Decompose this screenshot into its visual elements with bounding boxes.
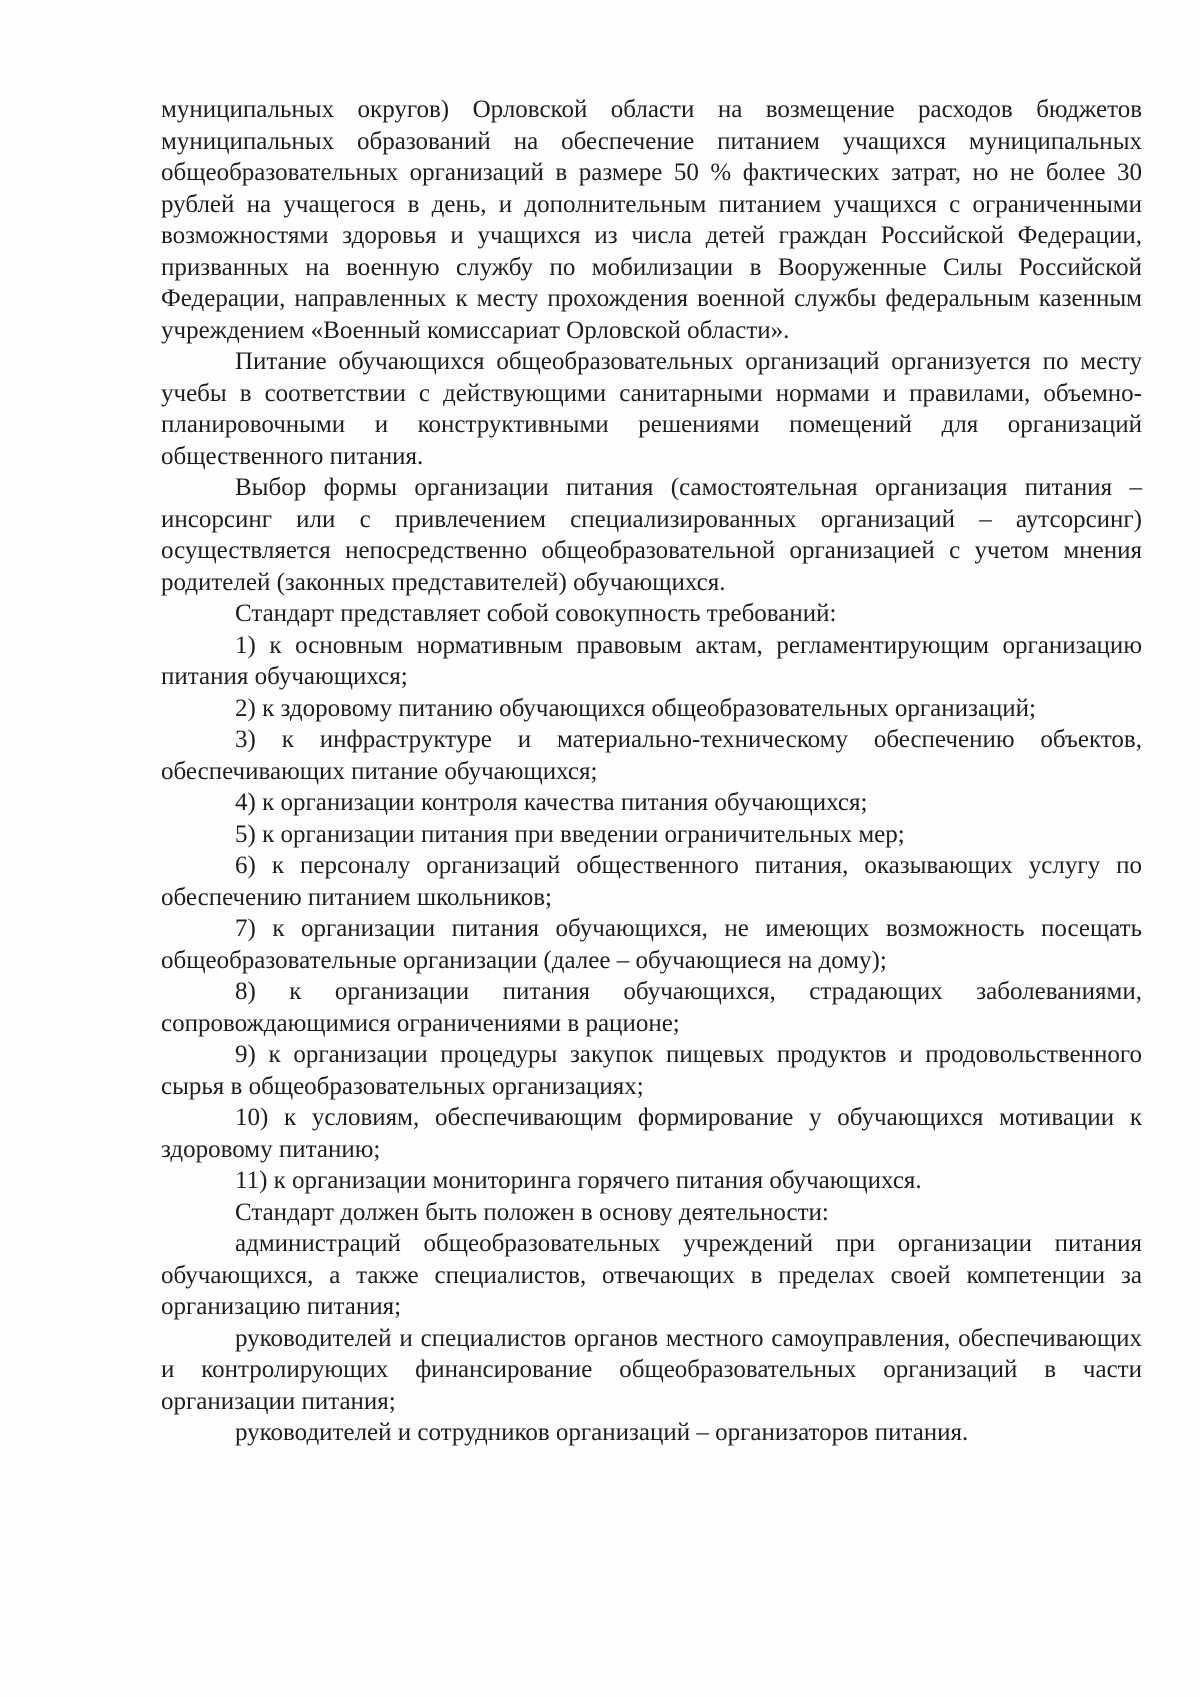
paragraph-standard-basis: Стандарт должен быть положен в основу деятельности: <box>235 1198 829 1226</box>
list-item-7: 7) к организации питания обучающихся, не имеющих возможность посещать общеобразовательные организации (далее – обучающиеся на дому); <box>161 915 1142 974</box>
paragraph-organizers: руководителей и сотрудников организаций – организаторов питания. <box>235 1419 969 1446</box>
paragraph-form-choice: Выбор формы организации питания (самостоятельная организация питания – инсорсинг или с привлечением специализированных организаций – аутсорсинг) осуществляется непосредственно общеобразовательной организацией с учетом мнения родителей (законных представителей) обучающихся. <box>161 474 1142 596</box>
list-item-3: 3) к инфраструктуре и материально-техническому обеспечению объектов, обеспечивающих питание обучающихся; <box>161 726 1142 785</box>
list-item-11: 11) к организации мониторинга горячего питания обучающихся. <box>235 1167 922 1194</box>
paragraph-continuation: муниципальных округов) Орловской области на возмещение расходов бюджетов муниципальных образований на обеспечение питанием учащихся муниципальных общеобразовательных организаций в размере 50 % фактических затрат, но не более 30 рублей на учащегося в день, и дополнительным питанием учащихся с ограниченными возможностями здоровья и учащихся из числа детей граждан Российской Федерации, призванных на военную службу по мобилизации в Вооруженные Силы Российской Федерации, направленных к месту прохождения военной службы федеральным казенным учреждением «Военный комиссариат Орловской области». <box>161 96 1142 344</box>
paragraph-administrations: администраций общеобразовательных учреждений при организации питания обучающихся, а также специалистов, отвечающих в пределах своей компетенции за организацию питания; <box>161 1230 1142 1320</box>
paragraph-nutrition-organization: Питание обучающихся общеобразовательных организаций организуется по месту учебы в соответствии с действующими санитарными нормами и правилами, объемно-планировочными и конструктивными решениями помещений для организаций общественного питания. <box>161 348 1142 470</box>
list-item-6: 6) к персоналу организаций общественного питания, оказывающих услугу по обеспечению питанием школьников; <box>161 852 1142 911</box>
list-item-4: 4) к организации контроля качества питания обучающихся; <box>235 789 868 816</box>
list-item-1: 1) к основным нормативным правовым актам, регламентирующим организацию питания обучающихся; <box>161 631 1142 690</box>
list-item-9: 9) к организации процедуры закупок пищевых продуктов и продовольственного сырья в общеобразовательных организациях; <box>161 1041 1142 1100</box>
list-item-5: 5) к организации питания при введении ограничительных мер; <box>235 820 905 848</box>
list-item-8: 8) к организации питания обучающихся, страдающих заболеваниями, сопровождающимися ограничениями в рационе; <box>161 978 1142 1037</box>
list-item-10: 10) к условиям, обеспечивающим формирование у обучающихся мотивации к здоровому питанию; <box>161 1104 1142 1163</box>
paragraph-standard-intro: Стандарт представляет собой совокупность требований: <box>235 600 837 627</box>
paragraph-local-government: руководителей и специалистов органов местного самоуправления, обеспечивающих и контролирующих финансирование общеобразовательных организаций в части организации питания; <box>161 1324 1142 1415</box>
list-item-2: 2) к здоровому питанию обучающихся общеобразовательных организаций; <box>235 694 1037 722</box>
document-body <box>161 94 1142 1449</box>
